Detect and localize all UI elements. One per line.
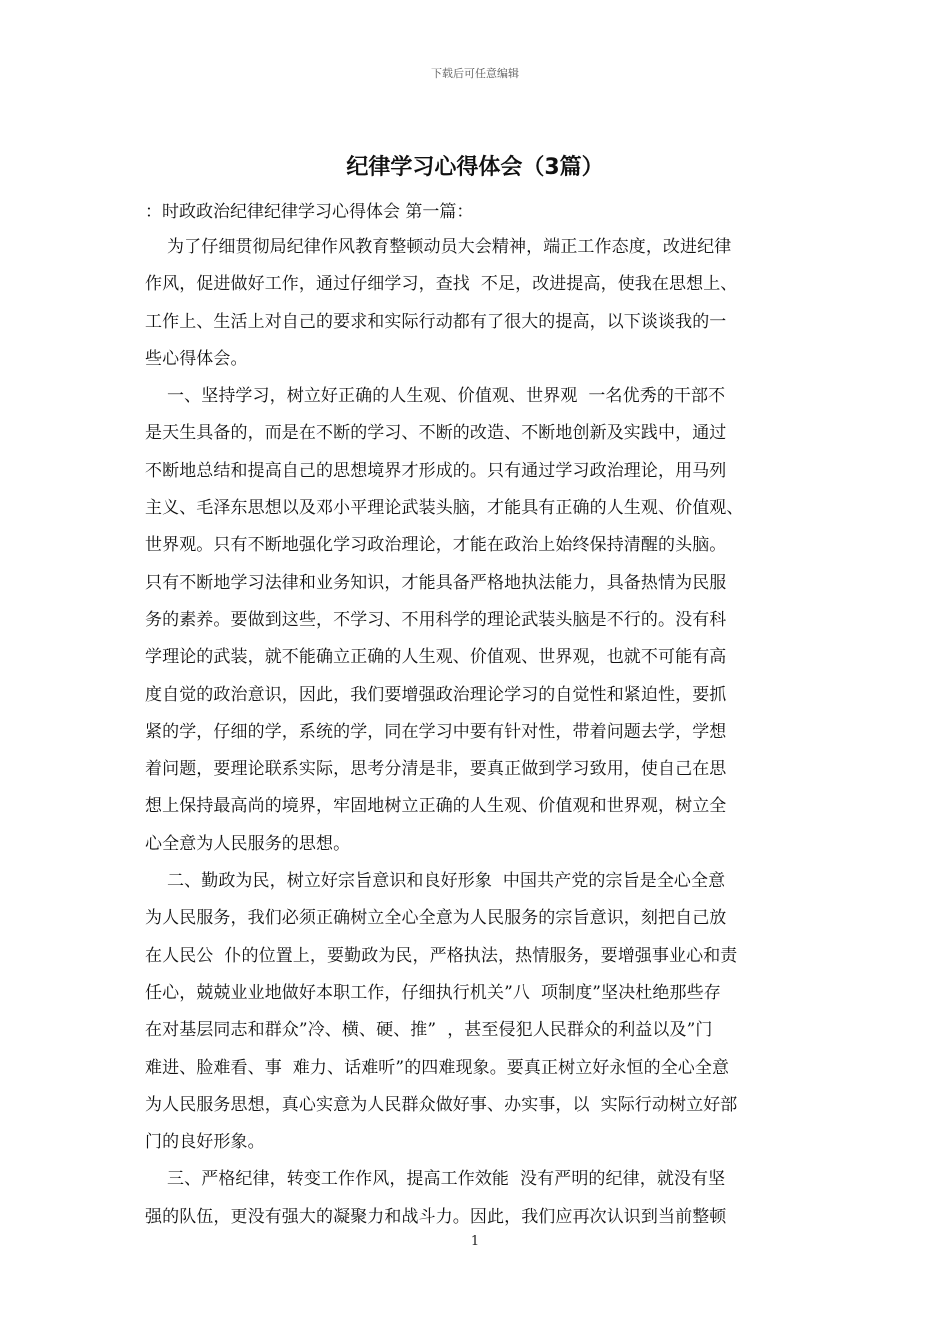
text-line: 紧的学，仔细的学，系统的学，同在学习中要有针对性，带着问题去学，学想 <box>145 721 727 742</box>
document-subtitle: ：时政政治纪律纪律学习心得体会 第一篇： <box>145 202 474 222</box>
text-line: 心全意为人民服务的思想。 <box>145 833 351 854</box>
text-line: 不断地总结和提高自己的思想境界才形成的。只有通过学习政治理论，用马列 <box>145 460 727 481</box>
text-line: 工作上、生活上对自己的要求和实际行动都有了很大的提高，以下谈谈我的一 <box>145 311 727 332</box>
text-line: 在对基层同志和群众”冷、横、硬、推” ，甚至侵犯人民群众的利益以及”门 <box>145 1020 713 1041</box>
text-line: 任心，兢兢业业地做好本职工作，仔细执行机关”八 项制度”坚决杜绝那些存 <box>145 982 721 1003</box>
text-line: 世界观。只有不断地强化学习政治理论，才能在政治上始终保持清醒的头脑。 <box>145 535 727 556</box>
text-line: 门的良好形象。 <box>145 1132 265 1153</box>
text-line: 主义、毛泽东思想以及邓小平理论武装头脑，才能具有正确的人生观、价值观、 <box>145 498 744 519</box>
text-line: 些心得体会。 <box>145 348 248 369</box>
text-line: 一、坚持学习，树立好正确的人生观、价值观、世界观 一名优秀的干部不 <box>145 386 726 407</box>
paragraph-section-one <box>145 378 815 863</box>
text-line: 想上保持最高尚的境界，牢固地树立正确的人生观、价值观和世界观，树立全 <box>145 796 727 817</box>
text-line: 务的素养。要做到这些，不学习、不用科学的理论武装头脑是不行的。没有科 <box>145 609 727 630</box>
page-header-note: 下载后可任意编辑 <box>431 67 519 80</box>
text-line: 度自觉的政治意识，因此，我们要增强政治理论学习的自觉性和紧迫性，要抓 <box>145 684 727 705</box>
text-line: 三、严格纪律，转变工作作风，提高工作效能 没有严明的纪律，就没有坚 <box>145 1169 726 1190</box>
text-line: 为人民服务思想，真心实意为人民群众做好事、办实事，以 实际行动树立好部 <box>145 1094 738 1115</box>
text-line: 学理论的武装，就不能确立正确的人生观、价值观、世界观，也就不可能有高 <box>145 647 727 668</box>
document-body <box>145 229 815 1236</box>
text-line: 二、勤政为民，树立好宗旨意识和良好形象 中国共产党的宗旨是全心全意 <box>145 871 726 892</box>
paragraph-section-three <box>145 1161 815 1236</box>
page-number: 1 <box>470 1234 480 1249</box>
paragraph-section-two <box>145 863 815 1161</box>
text-line: 作风，促进做好工作，通过仔细学习，查找 不足，改进提高，使我在思想上、 <box>145 274 738 295</box>
text-line: 是天生具备的，而是在不断的学习、不断的改造、不断地创新及实践中，通过 <box>145 423 727 444</box>
text-line: 为人民服务，我们必须正确树立全心全意为人民服务的宗旨意识，刻把自己放 <box>145 908 727 929</box>
document-title: 纪律学习心得体会（3篇） <box>346 155 604 180</box>
text-line: 难进、脸难看、事 难力、话难听”的四难现象。要真正树立好永恒的全心全意 <box>145 1057 730 1078</box>
text-line: 强的队伍，更没有强大的凝聚力和战斗力。因此，我们应再次认识到当前整顿 <box>145 1206 727 1227</box>
paragraph-intro <box>145 229 815 378</box>
text-line: 为了仔细贯彻局纪律作风教育整顿动员大会精神，端正工作态度，改进纪律 <box>145 237 732 257</box>
text-line: 着问题，要理论联系实际，思考分清是非，要真正做到学习致用，使自己在思 <box>145 759 727 780</box>
text-line: 在人民公 仆的位置上，要勤政为民，严格执法，热情服务，要增强事业心和责 <box>145 945 738 966</box>
text-line: 只有不断地学习法律和业务知识，才能具备严格地执法能力，具备热情为民服 <box>145 572 727 593</box>
